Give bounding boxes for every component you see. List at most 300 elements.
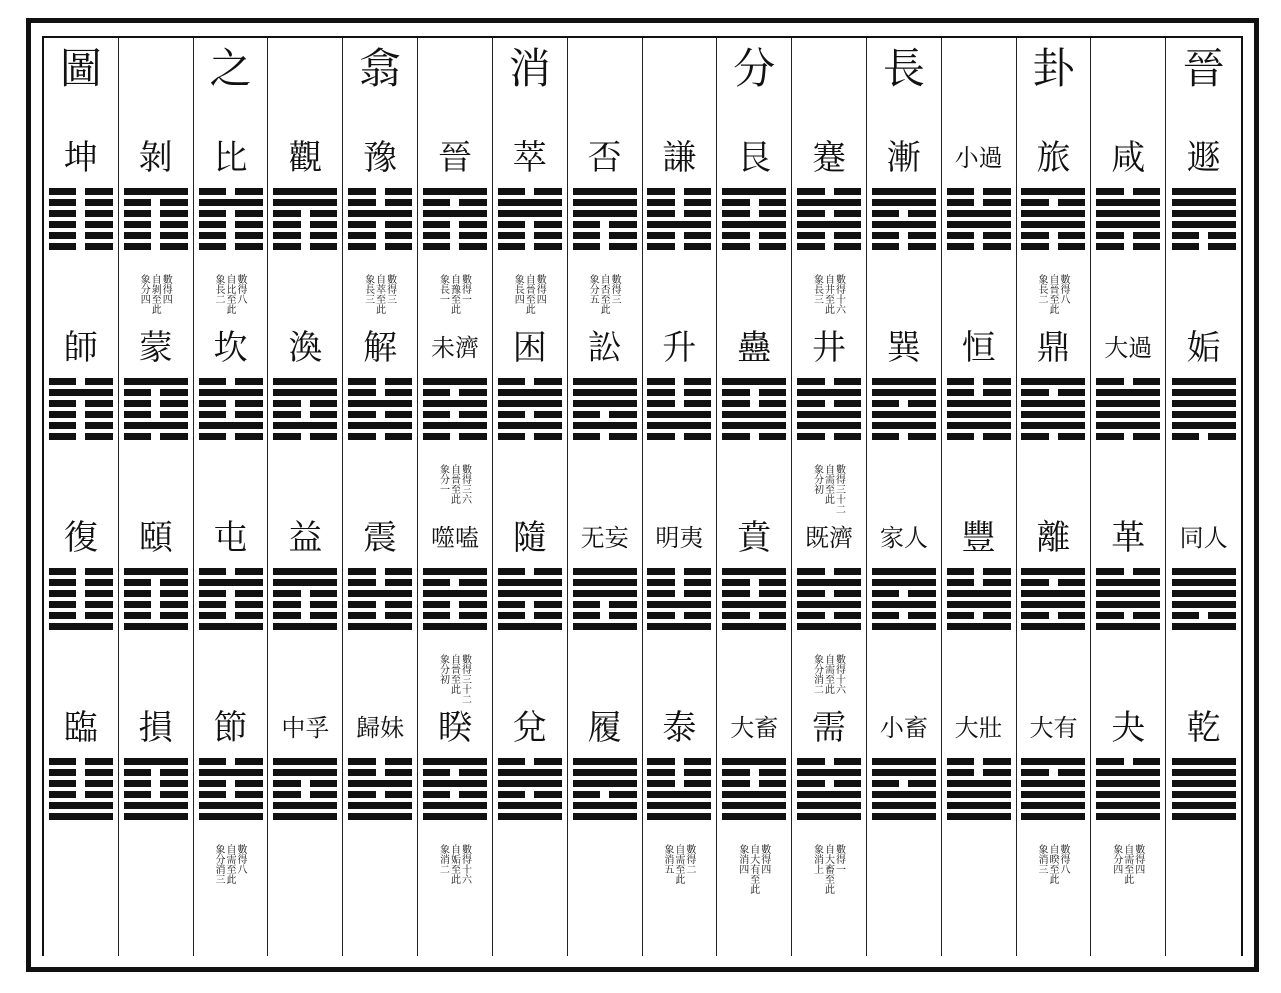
yin-line <box>199 791 263 798</box>
yang-line <box>1021 221 1085 228</box>
yang-line <box>1021 590 1085 597</box>
yang-line <box>1021 780 1085 787</box>
yang-line <box>722 188 786 195</box>
annotation <box>587 274 620 314</box>
yin-line <box>947 389 1011 396</box>
yin-line <box>348 188 412 195</box>
yang-line <box>573 199 637 206</box>
yang-line <box>49 389 113 396</box>
yin-line <box>647 378 711 385</box>
yang-line <box>947 813 1011 820</box>
annotation-line: 象分初 <box>437 654 449 684</box>
hexagram-symbol <box>1021 568 1085 630</box>
yin-line <box>498 758 562 765</box>
hexagram-symbol <box>423 378 487 440</box>
yin-line <box>1096 232 1160 239</box>
yang-line <box>947 221 1011 228</box>
yin-line <box>1096 612 1160 619</box>
yang-line <box>647 422 711 429</box>
yin-line <box>348 758 412 765</box>
annotation-line: 象長三 <box>362 274 374 304</box>
yang-line <box>1021 802 1085 809</box>
hexagram-chart <box>42 36 1243 956</box>
yang-line <box>1021 400 1085 407</box>
hexagram-name: 恒 <box>961 328 996 368</box>
yang-line <box>872 568 936 575</box>
hexagram-name: 震 <box>363 518 398 558</box>
yin-line <box>199 612 263 619</box>
yang-line <box>1096 601 1160 608</box>
yang-line <box>573 802 637 809</box>
hexagram-name: 升 <box>662 328 697 368</box>
hexagram-symbol <box>348 378 412 440</box>
yang-line <box>273 422 337 429</box>
yin-line <box>647 232 711 239</box>
yang-line <box>1096 780 1160 787</box>
hexagram-symbol <box>872 758 936 820</box>
hexagram-symbol <box>573 378 637 440</box>
yin-line <box>49 188 113 195</box>
yang-line <box>348 802 412 809</box>
yin-line <box>722 612 786 619</box>
yang-line <box>124 188 188 195</box>
yin-line <box>348 791 412 798</box>
hexagram-symbol <box>872 378 936 440</box>
hexagram-symbol <box>49 378 113 440</box>
annotation-line: 象分初 <box>811 464 823 494</box>
hexagram-name: 大壯 <box>954 714 1003 742</box>
yang-line <box>49 813 113 820</box>
hexagram-symbol <box>872 568 936 630</box>
annotation <box>1036 844 1069 884</box>
yin-line <box>797 568 861 575</box>
hexagram-name: 大畜 <box>730 714 779 742</box>
yin-line <box>49 422 113 429</box>
yin-line <box>124 411 188 418</box>
yin-line <box>647 400 711 407</box>
yang-line <box>1172 623 1236 630</box>
yin-line <box>348 378 412 385</box>
hexagram-symbol <box>1172 188 1236 250</box>
yang-line <box>273 568 337 575</box>
yin-line <box>273 232 337 239</box>
yin-line <box>49 433 113 440</box>
yin-line <box>273 590 337 597</box>
yin-line <box>947 579 1011 586</box>
yang-line <box>1096 590 1160 597</box>
yin-line <box>199 243 263 250</box>
annotation-line: 象消上 <box>811 844 823 874</box>
hexagram-symbol <box>1172 758 1236 820</box>
yin-line <box>647 199 711 206</box>
annotation <box>213 274 246 314</box>
hexagram-symbol <box>498 188 562 250</box>
yang-line <box>647 601 711 608</box>
yang-line <box>872 758 936 765</box>
yin-line <box>273 210 337 217</box>
hexagram-name: 賁 <box>737 518 772 558</box>
annotation-line: 數得二 <box>683 844 695 874</box>
hexagram-name: 萃 <box>512 138 547 178</box>
hexagram-symbol <box>947 188 1011 250</box>
annotation-line: 自需至此 <box>672 844 684 884</box>
yin-line <box>573 433 637 440</box>
yin-line <box>797 780 861 787</box>
title-char: 圖 <box>59 44 102 93</box>
hexagram-name: 漸 <box>886 138 921 178</box>
annotation-line: 自睽至此 <box>1046 844 1058 884</box>
annotation-line: 自比至此 <box>224 274 236 314</box>
yang-line <box>423 400 487 407</box>
yang-line <box>1021 813 1085 820</box>
yin-line <box>722 389 786 396</box>
yin-line <box>797 433 861 440</box>
yin-line <box>124 400 188 407</box>
yin-line <box>423 612 487 619</box>
annotation-line: 自姤至此 <box>448 844 460 884</box>
yin-line <box>573 221 637 228</box>
yang-line <box>947 601 1011 608</box>
yin-line <box>49 769 113 776</box>
annotation-line: 自剝至此 <box>149 274 161 314</box>
hexagram-name: 隨 <box>512 518 547 558</box>
yin-line <box>872 612 936 619</box>
hexagram-symbol <box>797 758 861 820</box>
yin-line <box>947 769 1011 776</box>
yin-line <box>797 400 861 407</box>
yang-line <box>1172 579 1236 586</box>
yang-line <box>1096 791 1160 798</box>
yang-line <box>1172 769 1236 776</box>
yang-line <box>1021 601 1085 608</box>
yang-line <box>1172 802 1236 809</box>
column <box>568 38 643 956</box>
hexagram-name: 明夷 <box>655 524 704 552</box>
yang-line <box>797 813 861 820</box>
yang-line <box>498 210 562 217</box>
yang-line <box>722 601 786 608</box>
annotation-line: 數得三六 <box>459 464 471 504</box>
hexagram-symbol <box>573 568 637 630</box>
hexagram-symbol <box>722 188 786 250</box>
hexagram-name: 噬嗑 <box>430 524 479 552</box>
hexagram-name: 旅 <box>1036 138 1071 178</box>
yin-line <box>647 210 711 217</box>
hexagram-symbol <box>722 568 786 630</box>
hexagram-name: 家人 <box>879 524 928 552</box>
hexagram-symbol <box>1096 568 1160 630</box>
column <box>942 38 1017 956</box>
yang-line <box>1021 422 1085 429</box>
hexagram-name: 坎 <box>213 328 248 368</box>
hexagram-symbol <box>647 568 711 630</box>
yin-line <box>947 232 1011 239</box>
annotation-line: 數得十六 <box>459 844 471 884</box>
hexagram-symbol <box>124 568 188 630</box>
annotation <box>662 844 695 884</box>
yang-line <box>1172 210 1236 217</box>
yin-line <box>947 199 1011 206</box>
yang-line <box>1096 199 1160 206</box>
annotation-line: 象分消三 <box>213 844 225 884</box>
yin-line <box>124 199 188 206</box>
hexagram-name: 中孚 <box>281 714 330 742</box>
hexagram-name: 觀 <box>288 138 323 178</box>
yang-line <box>872 188 936 195</box>
yang-line <box>1021 210 1085 217</box>
hexagram-symbol <box>199 378 263 440</box>
yin-line <box>124 791 188 798</box>
yang-line <box>498 813 562 820</box>
yang-line <box>124 802 188 809</box>
hexagram-symbol <box>1172 378 1236 440</box>
yang-line <box>1096 422 1160 429</box>
yang-line <box>797 221 861 228</box>
hexagram-name: 豫 <box>363 138 398 178</box>
hexagram-name: 大過 <box>1104 334 1153 362</box>
yang-line <box>573 422 637 429</box>
hexagram-name: 履 <box>587 708 622 748</box>
yang-line <box>647 411 711 418</box>
yang-line <box>423 188 487 195</box>
yang-line <box>722 422 786 429</box>
yin-line <box>1172 243 1236 250</box>
hexagram-name: 需 <box>812 708 847 748</box>
annotation <box>812 274 845 314</box>
yang-line <box>199 802 263 809</box>
yin-line <box>273 612 337 619</box>
yang-line <box>722 411 786 418</box>
yin-line <box>49 199 113 206</box>
annotation-line: 數得四 <box>160 274 172 304</box>
yang-line <box>573 590 637 597</box>
annotation-line: 數得一 <box>459 274 471 304</box>
hexagram-name: 夬 <box>1111 708 1146 748</box>
hexagram-name: 頤 <box>138 518 173 558</box>
yang-line <box>872 601 936 608</box>
yin-line <box>348 601 412 608</box>
yin-line <box>498 188 562 195</box>
hexagram-name: 離 <box>1036 518 1071 558</box>
yin-line <box>49 579 113 586</box>
yin-line <box>273 221 337 228</box>
yang-line <box>124 623 188 630</box>
yin-line <box>1021 612 1085 619</box>
hexagram-symbol <box>199 188 263 250</box>
yin-line <box>647 188 711 195</box>
annotation-line: 數得三十二 <box>459 654 471 704</box>
yin-line <box>273 400 337 407</box>
yang-line <box>1096 221 1160 228</box>
hexagram-name: 臨 <box>63 708 98 748</box>
hexagram-symbol <box>797 188 861 250</box>
yang-line <box>722 813 786 820</box>
yin-line <box>797 758 861 765</box>
annotation <box>512 274 545 314</box>
yang-line <box>1172 422 1236 429</box>
yang-line <box>423 590 487 597</box>
yin-line <box>498 433 562 440</box>
hexagram-name: 睽 <box>437 708 472 748</box>
yin-line <box>49 590 113 597</box>
annotation-line: 象分一 <box>437 464 449 494</box>
yang-line <box>1172 590 1236 597</box>
annotation-line: 數得四 <box>1132 844 1144 874</box>
yang-line <box>423 568 487 575</box>
yin-line <box>199 232 263 239</box>
yin-line <box>797 378 861 385</box>
yang-line <box>348 210 412 217</box>
yin-line <box>273 433 337 440</box>
hexagram-name: 既濟 <box>805 524 854 552</box>
yin-line <box>722 243 786 250</box>
annotation <box>363 274 396 314</box>
yin-line <box>498 243 562 250</box>
yin-line <box>49 758 113 765</box>
hexagram-name: 泰 <box>662 708 697 748</box>
yin-line <box>573 612 637 619</box>
yang-line <box>348 590 412 597</box>
annotation-line: 數得八 <box>235 274 247 304</box>
hexagram-name: 小畜 <box>879 714 928 742</box>
yang-line <box>647 623 711 630</box>
yin-line <box>573 243 637 250</box>
yang-line <box>947 210 1011 217</box>
yin-line <box>947 758 1011 765</box>
yang-line <box>498 199 562 206</box>
yang-line <box>573 769 637 776</box>
hexagram-symbol <box>423 568 487 630</box>
yang-line <box>273 378 337 385</box>
yang-line <box>872 802 936 809</box>
annotation-line: 象消五 <box>661 844 673 874</box>
yang-line <box>199 199 263 206</box>
hexagram-symbol <box>49 758 113 820</box>
page-frame <box>26 18 1259 972</box>
yin-line <box>647 780 711 787</box>
yin-line <box>124 579 188 586</box>
yin-line <box>1096 188 1160 195</box>
hexagram-name: 損 <box>138 708 173 748</box>
hexagram-name: 巽 <box>886 328 921 368</box>
yang-line <box>573 188 637 195</box>
yin-line <box>1096 433 1160 440</box>
yang-line <box>872 411 936 418</box>
yang-line <box>872 422 936 429</box>
hexagram-symbol <box>722 378 786 440</box>
yin-line <box>498 378 562 385</box>
yin-line <box>124 221 188 228</box>
annotation-line: 自需至此 <box>224 844 236 884</box>
yin-line <box>1021 199 1085 206</box>
yin-line <box>49 210 113 217</box>
yang-line <box>1172 188 1236 195</box>
yin-line <box>872 210 936 217</box>
yang-line <box>1172 780 1236 787</box>
hexagram-name: 歸妹 <box>356 714 405 742</box>
yin-line <box>1021 389 1085 396</box>
hexagram-symbol <box>1096 188 1160 250</box>
yin-line <box>947 243 1011 250</box>
yang-line <box>1021 623 1085 630</box>
yin-line <box>49 612 113 619</box>
column <box>44 38 119 956</box>
yin-line <box>722 210 786 217</box>
title-char: 翕 <box>359 44 402 93</box>
yang-line <box>273 199 337 206</box>
yang-line <box>498 579 562 586</box>
yin-line <box>199 221 263 228</box>
yin-line <box>199 601 263 608</box>
hexagram-name: 比 <box>213 138 248 178</box>
hexagram-symbol <box>947 568 1011 630</box>
hexagram-name: 晉 <box>437 138 472 178</box>
title-char: 分 <box>733 44 776 93</box>
annotation-line: 自需至此 <box>822 654 834 694</box>
yang-line <box>498 780 562 787</box>
yin-line <box>348 568 412 575</box>
hexagram-name: 蠱 <box>737 328 772 368</box>
yang-line <box>722 623 786 630</box>
yang-line <box>722 221 786 228</box>
hexagram-name: 兌 <box>512 708 547 748</box>
hexagram-name: 益 <box>288 518 323 558</box>
yang-line <box>348 400 412 407</box>
yang-line <box>573 210 637 217</box>
annotation-line: 象分四 <box>138 274 150 304</box>
annotation <box>1111 844 1144 884</box>
hexagram-symbol <box>647 378 711 440</box>
hexagram-symbol <box>49 568 113 630</box>
yin-line <box>423 199 487 206</box>
annotation-line: 象長三 <box>811 274 823 304</box>
yin-line <box>573 411 637 418</box>
yang-line <box>1021 568 1085 575</box>
yin-line <box>423 232 487 239</box>
yin-line <box>199 780 263 787</box>
yang-line <box>498 802 562 809</box>
hexagram-name: 无妄 <box>580 524 629 552</box>
hexagram-name: 小過 <box>954 144 1003 172</box>
column <box>717 38 792 956</box>
yin-line <box>947 378 1011 385</box>
yang-line <box>199 422 263 429</box>
yang-line <box>498 422 562 429</box>
yin-line <box>647 243 711 250</box>
hexagram-name: 困 <box>512 328 547 368</box>
yin-line <box>722 400 786 407</box>
yin-line <box>49 221 113 228</box>
yin-line <box>49 411 113 418</box>
yang-line <box>199 623 263 630</box>
yin-line <box>647 612 711 619</box>
yang-line <box>797 389 861 396</box>
yang-line <box>797 199 861 206</box>
annotation-line: 數得三十二 <box>833 464 845 514</box>
yin-line <box>722 433 786 440</box>
hexagram-name: 謙 <box>662 138 697 178</box>
yin-line <box>722 579 786 586</box>
yin-line <box>1172 232 1236 239</box>
annotation <box>437 464 470 504</box>
column <box>792 38 867 956</box>
yang-line <box>124 758 188 765</box>
annotation-line: 自晉至此 <box>1046 274 1058 314</box>
hexagram-symbol <box>423 758 487 820</box>
hexagram-symbol <box>647 188 711 250</box>
yang-line <box>947 791 1011 798</box>
hexagram-name: 坤 <box>63 138 98 178</box>
